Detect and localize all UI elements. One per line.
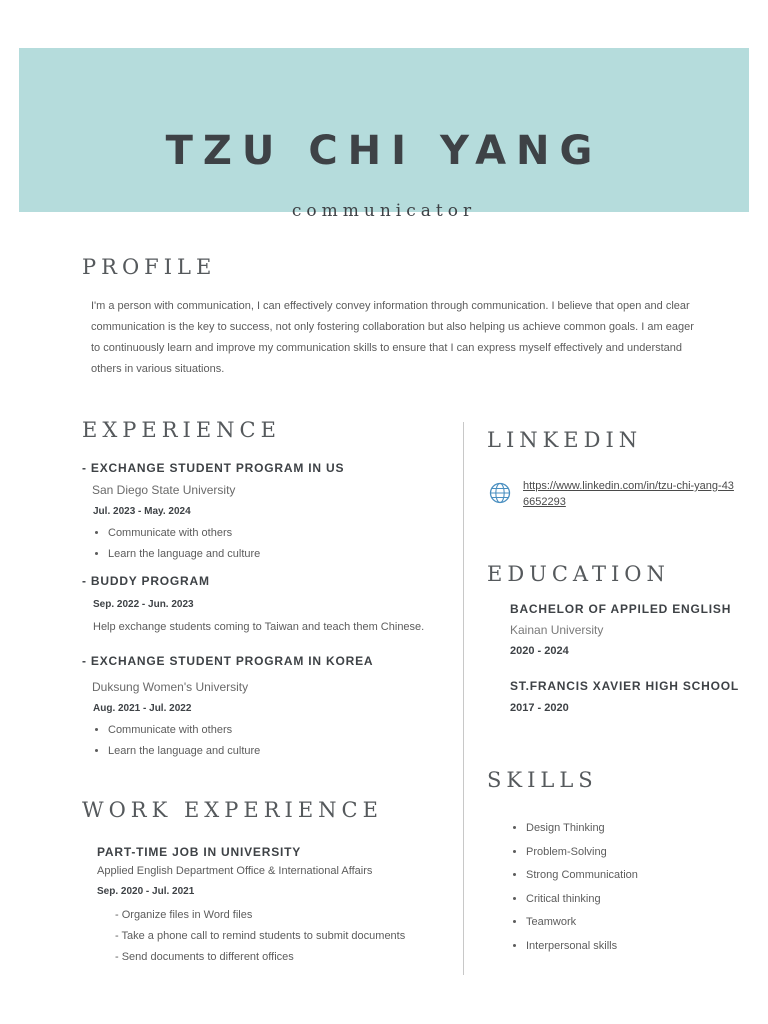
list-item: • Interpersonal skills — [526, 935, 638, 959]
experience-title: - EXCHANGE STUDENT PROGRAM IN KOREA — [82, 654, 374, 668]
education-school: ST.FRANCIS XAVIER HIGH SCHOOL — [510, 679, 739, 693]
education-date: 2020 - 2024 — [510, 645, 569, 657]
list-item: • Strong Communication — [526, 864, 638, 888]
linkedin-link[interactable]: https://www.linkedin.com/in/tzu-chi-yang-436652293 — [523, 480, 734, 508]
person-subtitle: communicator — [291, 201, 477, 221]
experience-bullets — [92, 720, 260, 762]
education-org: Kainan University — [510, 623, 604, 637]
experience-title: - EXCHANGE STUDENT PROGRAM IN US — [82, 461, 345, 475]
list-item: • Critical thinking — [526, 888, 638, 912]
work-task: - Organize files in Word files — [115, 909, 253, 921]
linkedin-row — [489, 478, 739, 510]
list-item: • Design Thinking — [526, 817, 638, 841]
header-banner — [19, 48, 749, 221]
experience-date: Sep. 2022 - Jun. 2023 — [93, 599, 194, 610]
list-item: • Teamwork — [526, 911, 638, 935]
experience-title: - BUDDY PROGRAM — [82, 574, 210, 588]
skills-list — [510, 817, 638, 958]
work-task: - Take a phone call to remind students to submit documents — [115, 930, 406, 942]
globe-icon — [489, 482, 511, 504]
list-item: • Communicate with others — [108, 720, 260, 741]
column-divider — [463, 422, 464, 975]
list-item: • Problem-Solving — [526, 841, 638, 865]
experience-heading: EXPERIENCE — [82, 418, 281, 442]
education-date: 2017 - 2020 — [510, 702, 569, 714]
profile-text: I'm a person with communication, I can effectively convey information through communication. I believe that open and clear communication is the key to success, not only fostering collaboration but also helping us achieve common goals. I am eager to continuously learn and improve my communication skills to ensure that I can express myself effectively and understand others in various situations. — [91, 300, 694, 375]
work-heading: WORK EXPERIENCE — [82, 798, 383, 822]
skills-heading: SKILLS — [487, 768, 598, 792]
experience-org: San Diego State University — [92, 483, 236, 497]
linkedin-heading: LINKEDIN — [487, 428, 643, 452]
list-item: • Communicate with others — [108, 523, 260, 544]
profile-heading: PROFILE — [82, 255, 217, 279]
list-item: • Learn the language and culture — [108, 544, 260, 565]
person-name: TZU CHI YANG — [165, 128, 603, 174]
work-date: Sep. 2020 - Jul. 2021 — [97, 886, 195, 897]
work-job-title: PART-TIME JOB IN UNIVERSITY — [97, 845, 302, 859]
education-school: BACHELOR OF APPILED ENGLISH — [510, 602, 732, 616]
experience-org: Duksung Women's University — [92, 680, 249, 694]
list-item: • Learn the language and culture — [108, 741, 260, 762]
experience-date: Jul. 2023 - May. 2024 — [93, 506, 191, 517]
work-org: Applied English Department Office & International Affairs — [97, 865, 373, 877]
experience-date: Aug. 2021 - Jul. 2022 — [93, 703, 192, 714]
education-heading: EDUCATION — [487, 562, 670, 586]
experience-bullets — [92, 523, 260, 565]
experience-description: Help exchange students coming to Taiwan and teach them Chinese. — [93, 621, 425, 633]
work-task: - Send documents to different offices — [115, 951, 294, 963]
